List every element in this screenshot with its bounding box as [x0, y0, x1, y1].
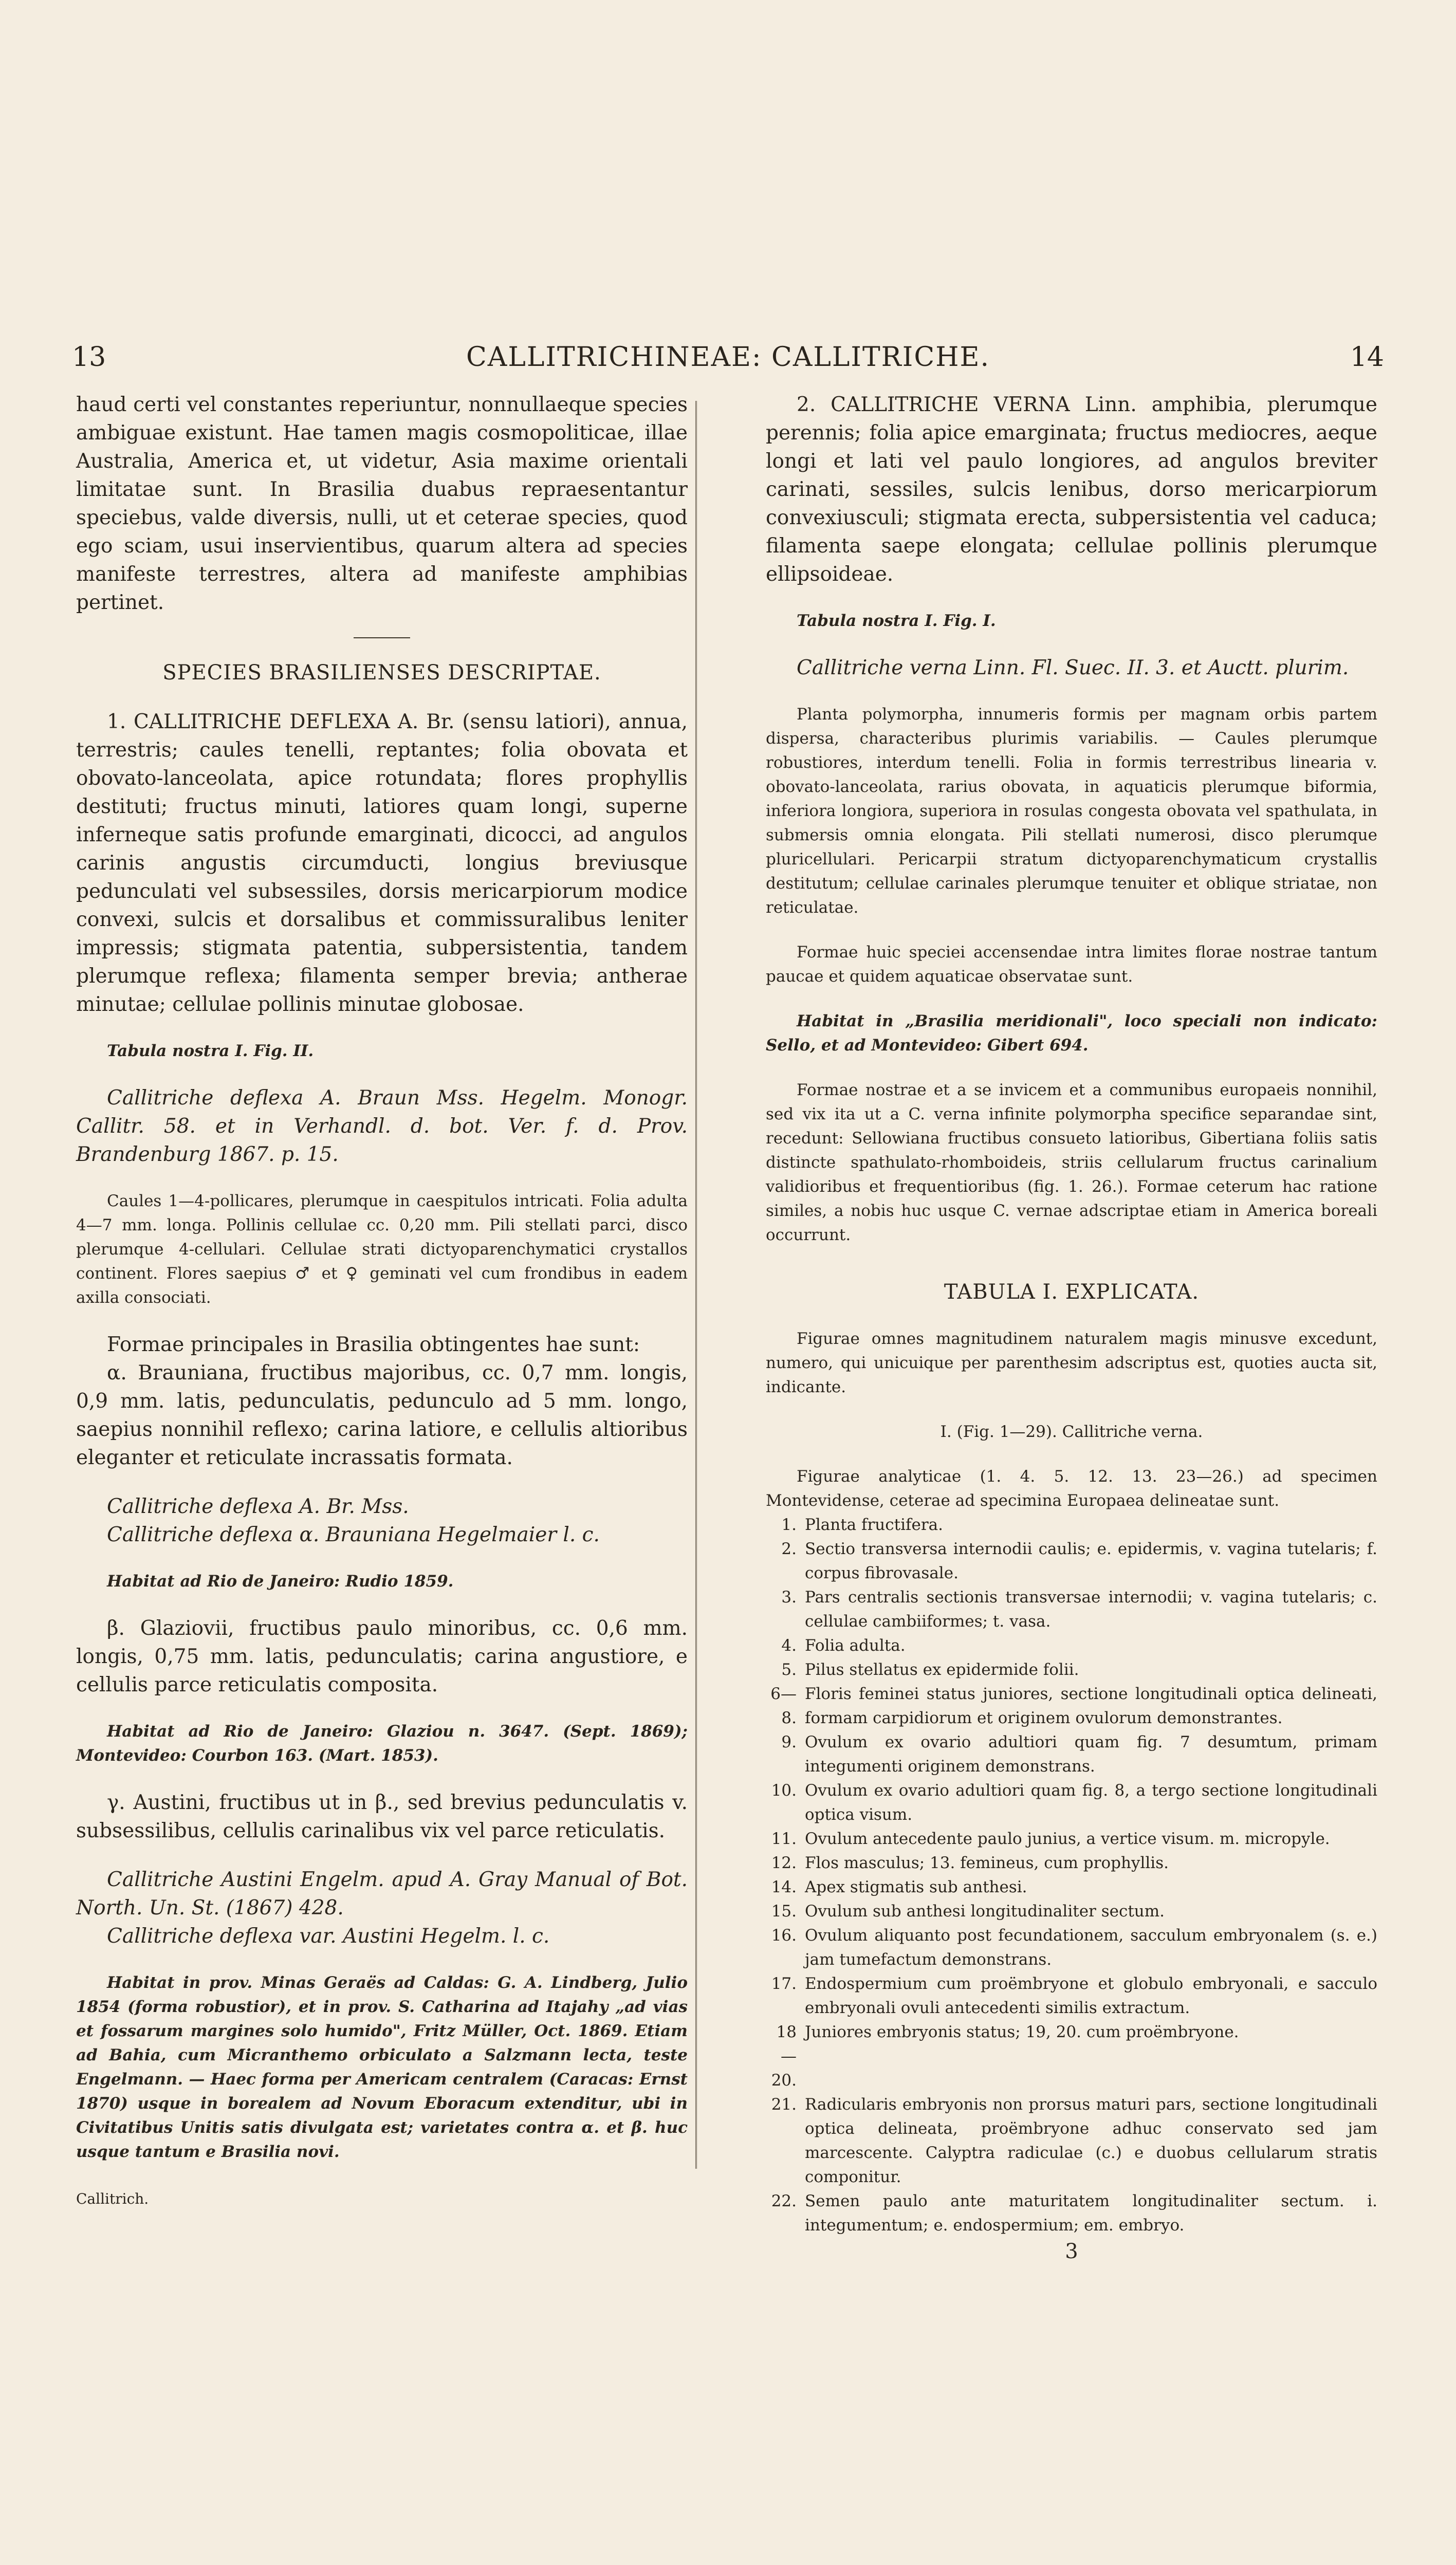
species-2-synonymy: Callitriche verna Linn. Fl. Suec. II. 3. et Auctt. plurim.	[797, 656, 1349, 679]
formae-intro: Formae principales in Brasilia obtingentes hae sunt:	[107, 1333, 640, 1356]
list-item: 10. Ovulum ex ovario adultiori quam fig. 8, a tergo sectione longitudinali optica visum.	[771, 1781, 1377, 1824]
list-item: 3. Pars centralis sectionis transversae internodii; v. vagina tutelaris; c. cellulae cambiiformes; t. vasa.	[781, 1588, 1377, 1631]
species-1-synonymy: Callitriche deflexa A. Braun Mss. Hegelm. Monogr. Callitr. 58. et in Verhandl. d. bot. Ver. f. d. Prov. Brandenburg 1867. p. 15.	[76, 1086, 688, 1166]
species-2-tabula: Tabula nostra I. Fig. I.	[797, 612, 996, 630]
list-item: 18—20. Juniores embryonis status; 19, 20. cum proëmbryone.	[771, 2023, 1239, 2090]
variety-beta: β. Glaziovii, fructibus paulo minoribus, cc. 0,6 mm. longis, 0,75 mm. latis, pedunculatis; carina angustiore, e cellulis parce reticulatis composita.	[76, 1617, 688, 1696]
column-divider	[695, 401, 697, 2169]
list-item: 5. Pilus stellatus ex epidermide folii.	[781, 1660, 1079, 1679]
signature-mark: Callitrich.	[76, 2190, 149, 2207]
list-item: 11. Ovulum antecedente paulo junius, a vertice visum. m. micropyle.	[771, 1830, 1330, 1848]
tabula-subheading: I. (Fig. 1—29). Callitriche verna.	[940, 1423, 1203, 1441]
variety-alpha-habitat: Habitat ad Rio de Janeiro: Rudio 1859.	[107, 1572, 454, 1591]
species-1-tabula: Tabula nostra I. Fig. II.	[107, 1042, 314, 1060]
species-2-remarks: Formae nostrae et a se invicem et a communibus europaeis nonnihil, sed vix ita ut a C. verna infinite polymorpha specifice separandae sint, recedunt: Sellowiana fructibus consueto latioribus, Gibertiana foliis satis distincte spathulato-rhomboideis, striis cellularum fructus carinalium validioribus et frequentioribus (fig. 1. 26.). Formae ceterum hac ratione similes, a nobis huc usque C. vernae adscriptae etiam in America boreali occurrunt.	[766, 1081, 1377, 1244]
section-separator	[354, 637, 410, 638]
variety-beta-habitat: Habitat ad Rio de Janeiro: Glaziou n. 3647. (Sept. 1869); Montevideo: Courbon 163. (Mart. 1853).	[76, 1722, 688, 1765]
page-number-right: 14	[1350, 342, 1384, 373]
variety-gamma-synonym-2: Callitriche deflexa var. Austini Hegelm. l. c.	[107, 1925, 550, 1948]
species-2-formae: Formae huic speciei accensendae intra limites florae nostrae tantum paucae et quidem aquaticae observatae sunt.	[766, 943, 1377, 986]
section-heading: SPECIES BRASILIENSES DESCRIPTAE.	[162, 661, 601, 685]
list-item: 4. Folia adulta.	[781, 1636, 906, 1655]
variety-alpha-synonym-1: Callitriche deflexa A. Br. Mss.	[107, 1495, 409, 1518]
list-item: 22. Semen paulo ante maturitatem longitudinaliter sectum. i. integumentum; e. endospermium; em. embryo.	[771, 2192, 1377, 2235]
page-number-left: 13	[72, 342, 106, 373]
tabula-heading: TABULA I. EXPLICATA.	[944, 1280, 1200, 1304]
variety-alpha: α. Brauniana, fructibus majoribus, cc. 0,7 mm. longis, 0,9 mm. latis, pedunculatis, pedunculo ad 5 mm. longo, saepius nonnihil reflexo; carina latiore, e cellulis altioribus eleganter et reticulate incrassatis formata.	[76, 1361, 688, 1469]
tabula-intro: Figurae omnes magnitudinem naturalem magis minusve excedunt, numero, qui unicuique per parenthesim adscriptus est, quoties aucta sit, indicante.	[766, 1330, 1377, 1396]
list-item: 9. Ovulum ex ovario adultiori quam fig. 7 desumtum, primam integumenti originem demonstrans.	[781, 1733, 1377, 1776]
species-2-notes: Planta polymorpha, innumeris formis per magnam orbis partem dispersa, characteribus plurimis variabilis. — Caules plerumque robustiores, interdum tenelli. Folia in formis terrestribus linearia v. obovato-lanceolata, rarius obovata, in aquaticis plerumque biformia, inferiora longiora, superiora in rosulas congesta obovata vel spathulata, in submersis omnia elongata. Pili stellati numerosi, disco plerumque pluricellulari. Pericarpii stratum dictyoparenchymaticum crystallis destitutum; cellulae carinales plerumque tenuiter et oblique striatae, non reticulatae.	[766, 705, 1377, 917]
list-item: 14. Apex stigmatis sub anthesi.	[771, 1878, 1027, 1896]
list-item: 2. Sectio transversa internodii caulis; e. epidermis, v. vagina tutelaris; f. corpus fibrovasale.	[781, 1540, 1377, 1582]
species-1-description: 1. CALLITRICHE DEFLEXA A. Br. (sensu latiori), annua, terrestris; caules tenelli, reptantes; folia obovata et obovato-lanceolata, apice rotundata; flores prophyllis destituti; fructus minuti, latiores quam longi, superne inferneque satis profunde emarginati, dicocci, ad angulos carinis angustis circumducti, longius breviusque pedunculati vel subsessiles, dorsis mericarpiorum modice convexi, sulcis et dorsalibus et commissuralibus leniter impressis; stigmata patentia, subpersistentia, tandem plerumque reflexa; filamenta semper brevia; antherae minutae; cellulae pollinis minutae globosae.	[76, 710, 688, 1016]
list-item: 21. Radicularis embryonis non prorsus maturi pars, sectione longitudinali optica delineata, proëmbryone adhuc conservato sed jam marcescente. Calyptra radiculae (c.) e duobus cellularum stratis componitur.	[771, 2095, 1377, 2186]
right-column	[766, 391, 1377, 2266]
running-header	[72, 339, 1384, 375]
variety-gamma: γ. Austini, fructibus ut in β., sed brevius pedunculatis v. subsessilibus, cellulis carinalibus vix vel parce reticulatis.	[76, 1791, 688, 1842]
variety-gamma-habitat: Habitat in prov. Minas Geraës ad Caldas: G. A. Lindberg, Julio 1854 (forma robustior), et in prov. S. Catharina ad Itajahy „ad vias et fossarum margines solo humido", Fritz Müller, Oct. 1869. Etiam ad Bahia, cum Micranthemo orbiculato a Salzmann lecta, teste Engelmann. — Haec forma per Americam centralem (Caracas: Ernst 1870) usque in borealem ad Novum Eboracum extenditur, ubi in Civitatibus Unitis satis divulgata est; varietates contra α. et β. huc usque tantum e Brasilia novi.	[76, 1973, 688, 2161]
tabula-note: Figurae analyticae (1. 4. 5. 12. 13. 23—26.) ad specimen Montevidense, ceterae ad specimina Europaea delineatae sunt.	[766, 1467, 1377, 1510]
species-2-description: 2. CALLITRICHE VERNA Linn. amphibia, plerumque perennis; folia apice emarginata; fructus mediocres, aeque longi et lati vel paulo longiores, ad angulos breviter carinati, sessiles, sulcis lenibus, dorso mericarpiorum convexiusculi; stigmata erecta, subpersistentia vel caduca; filamenta saepe elongata; cellulae pollinis plerumque ellipsoideae.	[766, 393, 1377, 586]
list-item: 12. Flos masculus; 13. femineus, cum prophyllis.	[771, 1854, 1169, 1872]
left-column	[76, 391, 688, 2213]
folio-number: 3	[1065, 2240, 1078, 2263]
species-1-notes: Caules 1—4-pollicares, plerumque in caespitulos intricati. Folia adulta 4—7 mm. longa. Pollinis cellulae cc. 0,20 mm. Pili stellati parci, disco plerumque 4-cellulari. Cellulae strati dictyoparenchymatici crystallos continent. Flores saepius ♂ et ♀ geminati vel cum frondibus in eadem axilla consociati.	[76, 1192, 688, 1307]
list-item: 6—8. Floris feminei status juniores, sectione longitudinali optica delineati, formam carpidiorum et originem ovulorum demonstrantes.	[770, 1685, 1377, 1727]
variety-alpha-synonym-2: Callitriche deflexa α. Brauniana Hegelmaier l. c.	[107, 1523, 600, 1546]
list-item: 15. Ovulum sub anthesi longitudinaliter sectum.	[771, 1902, 1165, 1921]
intro-paragraph: haud certi vel constantes reperiuntur, nonnullaeque species ambiguae existunt. Hae tamen magis cosmopoliticae, illae Australia, America et, ut videtur, Asia maxime orientali limitatae sunt. In Brasilia duabus repraesentantur speciebus, valde diversis, nulli, ut et ceterae species, quod ego sciam, usui inservientibus, quarum altera ad species manifeste terrestres, altera ad manifeste amphibias pertinet.	[76, 393, 688, 614]
species-2-habitat: Habitat in „Brasilia meridionali", loco speciali non indicato: Sello, et ad Montevideo: Gibert 694.	[766, 1012, 1377, 1055]
list-item: 16. Ovulum aliquanto post fecundationem, sacculum embryonalem (s. e.) jam tumefactum demonstrans.	[771, 1926, 1377, 1969]
running-title: CALLITRICHINEAE: CALLITRICHE.	[466, 342, 990, 373]
variety-gamma-synonym-1: Callitriche Austini Engelm. apud A. Gray Manual of Bot. North. Un. St. (1867) 428.	[76, 1868, 688, 1920]
figure-explanation-list	[766, 1513, 1377, 2238]
list-item: 17. Endospermium cum proëmbryone et globulo embryonali, e sacculo embryonali ovuli antecedenti similis extractum.	[771, 1975, 1377, 2017]
list-item: 1. Planta fructifera.	[781, 1516, 943, 1534]
